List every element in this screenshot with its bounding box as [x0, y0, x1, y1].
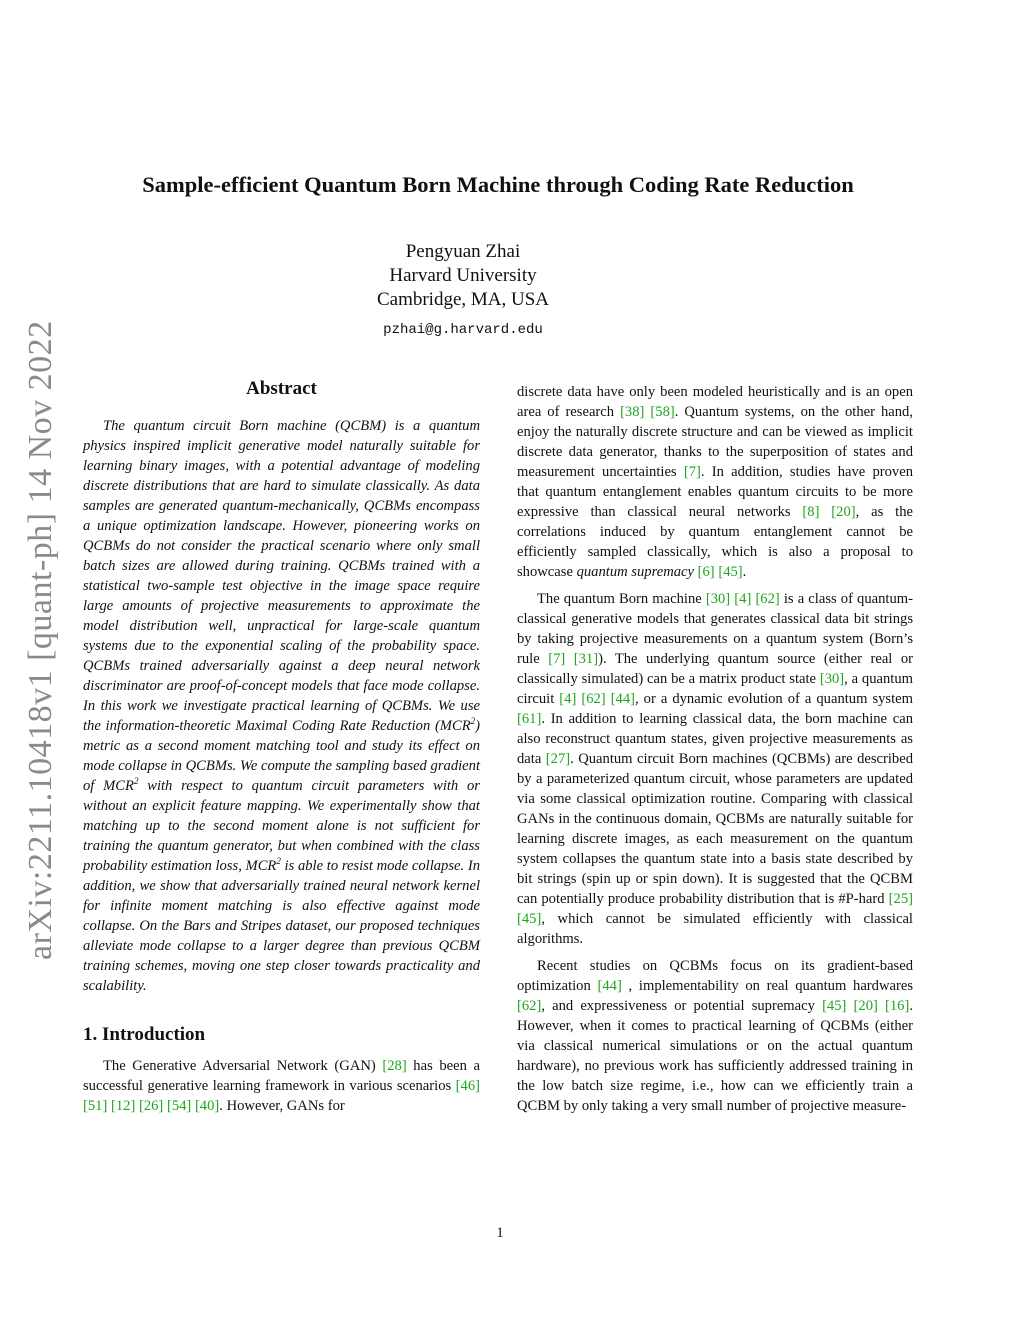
- introduction-paragraph: The Generative Adversarial Network (GAN) [28] has been a successful generative learning framework in various scenarios [46] [51] [12] [26] [54] [40]. However, GANs for: [83, 1058, 480, 1114]
- author-email[interactable]: pzhai@g.harvard.edu: [383, 322, 543, 338]
- citation-link[interactable]: [44]: [610, 691, 636, 707]
- paper-title: Sample-efficient Quantum Born Machine through Coding Rate Reduction: [142, 172, 854, 197]
- citation-link[interactable]: [54]: [166, 1098, 192, 1114]
- citation-link[interactable]: [12]: [110, 1098, 136, 1114]
- body-paragraph: Recent studies on QCBMs focus on its gradient-based optimization [44] , implementability on real quantum hardwares [62], and expressiveness or potential supremacy [45] [20] [16]. However, when it comes to practical learning of QCBMs (either via classical numerical simulations or on the actual quantum hardware), no previous work has sufficiently addressed training in the low batch size regime, i.e., how can we efficiently train a QCBM by only taking a very small number of projective measure-: [517, 958, 913, 1114]
- citation-link[interactable]: [26]: [138, 1098, 164, 1114]
- citation-link[interactable]: [20]: [853, 998, 878, 1014]
- citation-link[interactable]: [40]: [194, 1098, 220, 1114]
- page-number: 1: [496, 1225, 504, 1241]
- body-paragraph: The quantum Born machine [30] [4] [62] is a class of quantum-classical generative models that generates classical data bit strings by taking projective measurements on a quantum system (Born’s rule [7] [31]). The underlying quantum source (either real or classically simulated) can be a matrix product state [30], a quantum circuit [4] [62] [44], or a dynamic evolution of a quantum system [61]. In addition to learning classical data, the born machine can also reconstruct quantum states, given projective measurements as data [27]. Quantum circuit Born machines (QCBMs) are described by a parameterized quantum circuit, whose parameters are updated via some classical optimization routine. Comparing with classical GANs in the continuous domain, QCBMs are naturally suitable for learning discrete images, as each measurement on the quantum system collapses the quantum state into a basis state described by bit strings (spin up or spin down). It is suggested that the QCBM can potentially produce probability distribution that is #P-hard [25] [45], which cannot be simulated efficiently with classical algorithms.: [517, 591, 914, 947]
- citation-link[interactable]: [7]: [683, 464, 701, 480]
- citation-link[interactable]: [45]: [517, 911, 542, 927]
- left-column: [83, 378, 480, 1116]
- body-paragraph: discrete data have only been modeled heuristically and is an open area of research [38] [58]. Quantum systems, on the other hand, enjoy the naturally discrete structure and can be viewed as implicit discrete data generator, thanks to the superposition of states and measurement uncertainties [7]. In addition, studies have proven that quantum entanglement enables quantum circuits to be more expressive than classical neural networks [8] [20], as the correlations induced by quantum entanglement cannot be efficiently sampled classically, which is also a proposal to showcase quantum supremacy [6] [45].: [517, 384, 914, 580]
- citation-link[interactable]: [7]: [548, 651, 566, 667]
- right-column: [517, 382, 913, 1116]
- citation-link[interactable]: [4]: [734, 591, 752, 607]
- abstract-body: The quantum circuit Born machine (QCBM) is a quantum physics inspired implicit generative model naturally suitable for learning binary images, with a potential advantage of modeling discrete distributions that are hard to simulate classically. As data samples are generated quantum-mechanically, QCBMs encompass a unique optimization landscape. However, pioneering works on QCBMs do not consider the practical scenario where only small batch sizes are allowed during training. QCBMs trained with a statistical two-sample test objective in the image space require large amounts of projective measurements to approximate the model distribution well, unpractical for large-scale quantum systems due to the exponential scaling of the probability space. QCBMs trained adversarially against a deep neural network discriminator are proof-of-concept models that face mode collapse. In this work we investigate practical learning of QCBMs. We use the information-theoretic Maximal Coding Rate Reduction (MCR$^2$) metric as a second moment matching tool and study its effect on mode collapse in QCBMs. We compute the sampling based gradient of MCR$^2$ with respect to quantum circuit parameters with or without an explicit feature mapping. We experimentally show that matching up to the second moment alone is not sufficient for training the quantum generator, but when combined with the class probability estimation loss, MCR$^2$ is able to resist mode collapse. In addition, we show that adversarially trained neural network kernel for infinite moment matching is also effective against mode collapse. On the Bars and Stripes dataset, our proposed techniques alleviate mode collapse to a larger degree than previous QCBM training schemes, moving one step closer towards practicality and scalability.: [83, 418, 481, 994]
- citation-link[interactable]: [51]: [83, 1098, 108, 1114]
- introduction-heading: 1. Introduction: [83, 1024, 206, 1045]
- citation-link[interactable]: [62]: [581, 691, 606, 707]
- author-block: [260, 240, 666, 342]
- citation-link[interactable]: [27]: [545, 751, 571, 767]
- citation-link[interactable]: [45]: [822, 998, 847, 1014]
- citation-link[interactable]: [45]: [718, 564, 743, 580]
- citation-link[interactable]: [44]: [597, 978, 622, 994]
- citation-link[interactable]: [38]: [620, 404, 645, 420]
- abstract-heading: Abstract: [246, 378, 317, 399]
- citation-link[interactable]: [46]: [455, 1078, 480, 1094]
- author-affiliation: Harvard University: [389, 265, 537, 286]
- citation-link[interactable]: [30]: [705, 591, 731, 607]
- citation-link[interactable]: [6]: [697, 564, 715, 580]
- citation-link[interactable]: [4]: [559, 691, 577, 707]
- citation-link[interactable]: [28]: [382, 1058, 407, 1074]
- citation-link[interactable]: [62]: [755, 591, 780, 607]
- author-name: Pengyuan Zhai: [405, 241, 521, 262]
- citation-link[interactable]: [8]: [802, 504, 820, 520]
- author-location: Cambridge, MA, USA: [376, 289, 550, 310]
- citation-link[interactable]: [30]: [819, 671, 845, 687]
- citation-link[interactable]: [58]: [650, 404, 675, 420]
- citation-link[interactable]: [62]: [517, 998, 542, 1014]
- citation-link[interactable]: [16]: [885, 998, 910, 1014]
- citation-link[interactable]: [31]: [573, 651, 599, 667]
- citation-link[interactable]: [61]: [517, 711, 542, 727]
- arxiv-identifier-stamp: arXiv:2211.10418v1 [quant-ph] 14 Nov 2022: [22, 320, 59, 960]
- citation-link[interactable]: [20]: [831, 504, 856, 520]
- citation-link[interactable]: [25]: [888, 891, 913, 907]
